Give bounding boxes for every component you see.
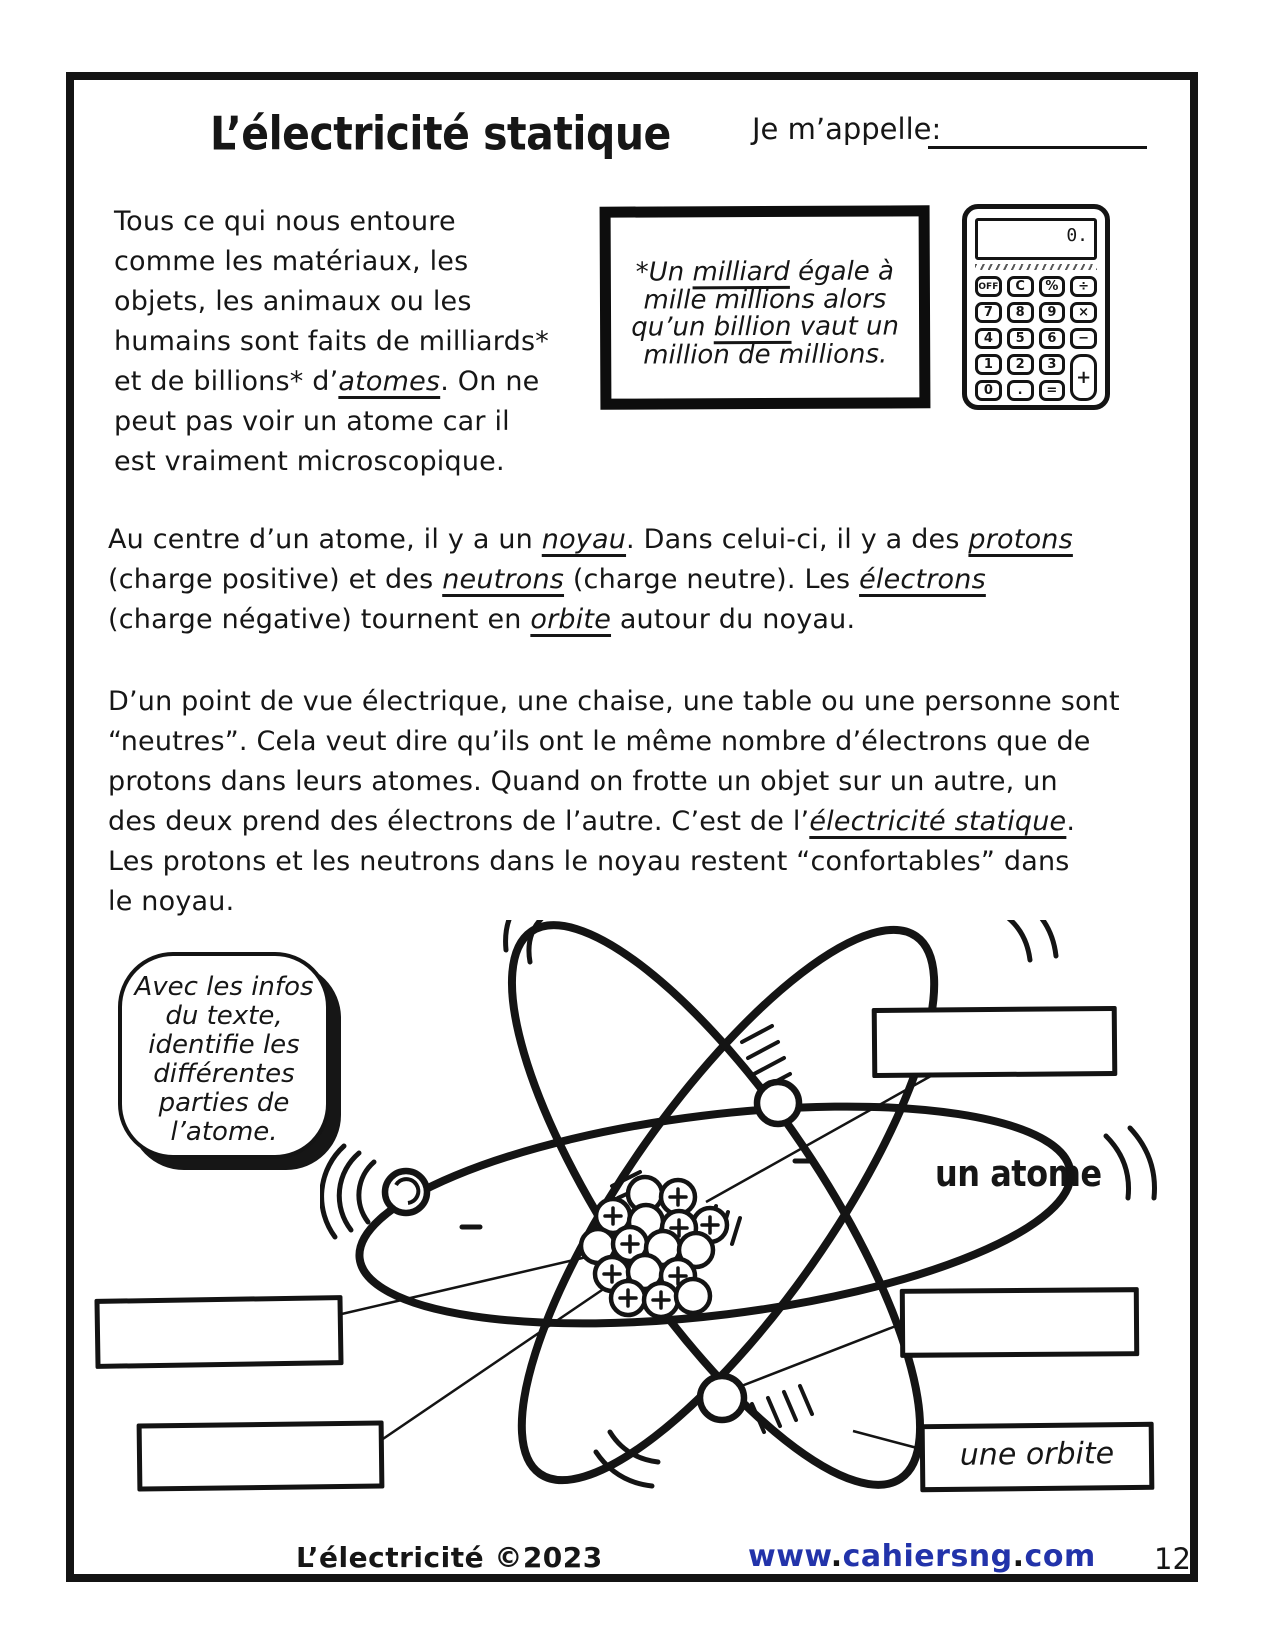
calc-key: 0 [975, 380, 1002, 401]
orbit-label: une orbite [959, 1436, 1115, 1473]
calc-keys [975, 276, 1097, 401]
calc-key: 5 [1007, 328, 1034, 349]
text-line: Les protons et les neutrons dans le noyau restent “confortables” dans [108, 846, 1070, 877]
text-line: objets, les animaux ou les [114, 286, 472, 317]
answer-box-4[interactable] [900, 1287, 1139, 1358]
atom-caption: un atome [935, 1152, 1102, 1196]
calc-key: 9 [1039, 302, 1066, 323]
calc-key: 8 [1007, 302, 1034, 323]
electron-top [757, 1082, 799, 1124]
calc-display: 0. [975, 218, 1097, 260]
text-line: comme les matériaux, les [114, 246, 469, 277]
footer-credit: L’électricité ©2023 [296, 1541, 603, 1574]
text-line: le noyau. [108, 886, 235, 917]
calc-key: 7 [975, 302, 1002, 323]
calc-key: 4 [975, 328, 1002, 349]
note-text [611, 216, 920, 369]
orbit-label-box [920, 1422, 1155, 1492]
answer-box-2[interactable] [94, 1295, 343, 1369]
name-label: Je m’appelle: [752, 112, 942, 146]
text-line: qu’un billion vaut un [631, 311, 900, 343]
text-line: (charge négative) tournent en orbite autour du noyau. [108, 604, 856, 635]
calc-key: 2 [1007, 354, 1034, 375]
text-line: mille millions alors [643, 283, 887, 316]
calc-key: = [1039, 380, 1066, 401]
calc-key: 6 [1039, 328, 1066, 349]
nucleus-cluster [581, 1177, 727, 1317]
calc-hatch-strip [975, 264, 1097, 270]
text-line: du texte, [165, 1001, 283, 1031]
static-paragraph [108, 682, 1120, 922]
text-line: identifie les [148, 1030, 300, 1060]
text-line: protons dans leurs atomes. Quand on frotte un objet sur un autre, un [108, 766, 1058, 797]
nucleus-paragraph [108, 520, 1073, 640]
text-line: Au centre d’un atome, il y a un noyau. Dans celui-ci, il y a des protons [108, 524, 1073, 555]
answer-box-3[interactable] [137, 1420, 385, 1491]
text-line: parties de [158, 1088, 290, 1118]
note-box [600, 205, 931, 409]
calc-key: 3 [1039, 354, 1066, 375]
calc-key: C [1007, 276, 1034, 297]
intro-paragraph [114, 202, 549, 482]
text-line: différentes [153, 1059, 295, 1089]
text-line: D’un point de vue électrique, une chaise, une table ou une personne sont [108, 686, 1120, 717]
calc-key: + [1070, 354, 1097, 401]
speech-bubble [118, 952, 330, 1159]
text-line: *Un milliard égale à [635, 256, 895, 288]
page-number: 12 [1154, 1542, 1191, 1576]
calculator-illustration [962, 204, 1110, 410]
answer-box-1[interactable] [872, 1006, 1118, 1078]
text-line: “neutres”. Cela veut dire qu’ils ont le même nombre d’électrons que de [108, 726, 1091, 757]
calc-key: × [1070, 302, 1097, 323]
worksheet-title: L’électricité statique [210, 106, 671, 161]
text-line: peut pas voir un atome car il [114, 406, 510, 437]
text-line: est vraiment microscopique. [114, 446, 505, 477]
text-line: Tous ce qui nous entoure [114, 206, 456, 237]
text-line: million de millions. [643, 338, 888, 371]
text-line: des deux prend des électrons de l’autre. C’est de l’électricité statique. [108, 806, 1076, 837]
footer-url: www.cahiersng.com [748, 1539, 1096, 1574]
calc-key: − [1070, 328, 1097, 349]
electron-bottom [700, 1376, 744, 1420]
text-line: l’atome. [170, 1117, 278, 1147]
calc-key: 1 [975, 354, 1002, 375]
bubble-text [122, 956, 326, 1147]
text-line: Avec les infos [134, 972, 314, 1002]
calc-key: OFF [975, 276, 1002, 297]
text-line: et de billions* d’atomes. On ne [114, 366, 540, 397]
calc-key: . [1007, 380, 1034, 401]
calc-key: % [1039, 276, 1066, 297]
calc-key: ÷ [1070, 276, 1097, 297]
text-line: humains sont faits de milliards* [114, 326, 549, 357]
name-blank-line[interactable] [928, 146, 1147, 149]
text-line: (charge positive) et des neutrons (charge neutre). Les électrons [108, 564, 986, 595]
